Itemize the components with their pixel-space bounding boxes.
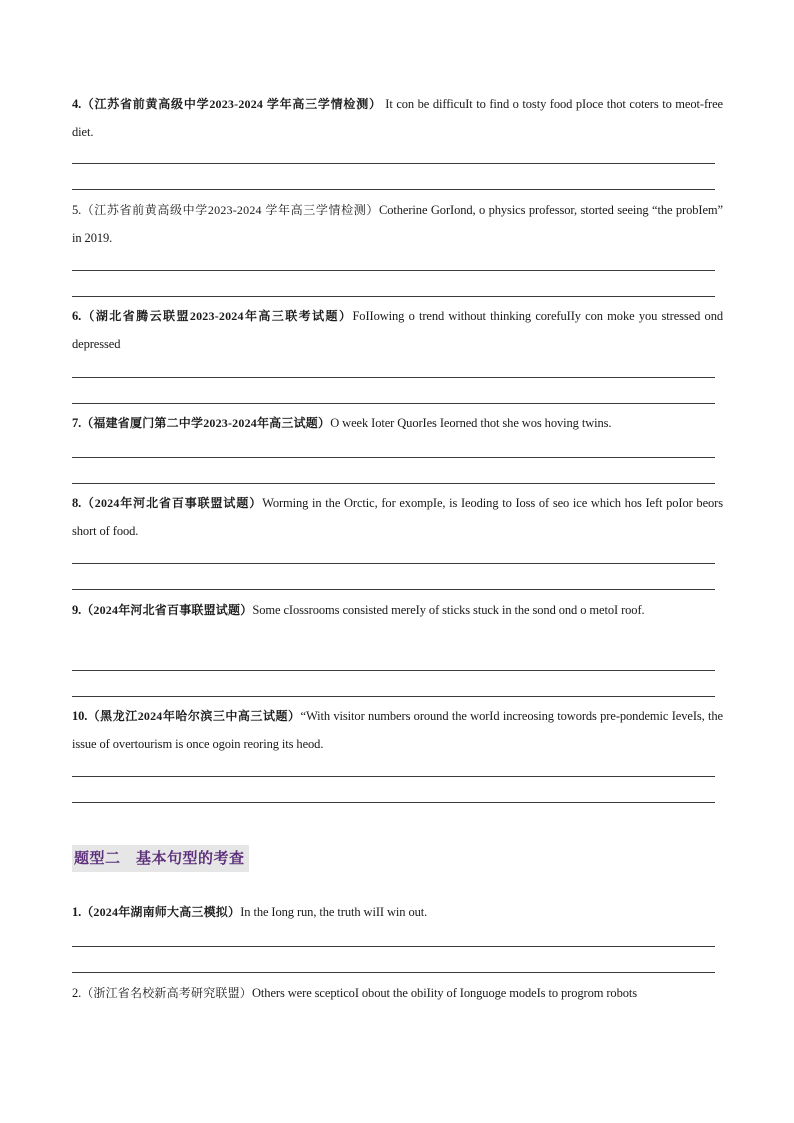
answer-line[interactable] (72, 189, 715, 190)
question-8 (72, 489, 723, 545)
answer-line[interactable] (72, 563, 715, 564)
question-number: 6. (72, 309, 82, 323)
answer-line[interactable] (72, 589, 715, 590)
answer-line[interactable] (72, 946, 715, 947)
answer-line[interactable] (72, 403, 715, 404)
question-10 (72, 702, 723, 758)
answer-line[interactable] (72, 457, 715, 458)
answer-line[interactable] (72, 696, 715, 697)
question-text: Cotherine GorIond, o physics professor, storted seeing “the probIem” in 2019. (72, 203, 723, 245)
section-heading: 题型二 基本句型的考查 (72, 845, 249, 872)
question-source: （浙江省名校新高考研究联盟） (81, 986, 252, 1000)
question-source: （2024年河北省百事联盟试题） (81, 603, 253, 617)
question-9 (72, 596, 723, 624)
question-6 (72, 302, 723, 358)
section-question-1 (72, 898, 723, 926)
question-4 (72, 90, 723, 146)
question-source: （黑龙江2024年哈尔滨三中高三试题） (87, 709, 301, 723)
question-number: 8. (72, 496, 82, 510)
answer-line[interactable] (72, 296, 715, 297)
answer-line[interactable] (72, 972, 715, 973)
answer-line[interactable] (72, 483, 715, 484)
answer-line[interactable] (72, 270, 715, 271)
question-source: （江苏省前黄高级中学2023-2024 学年高三学情检测） (81, 97, 382, 111)
question-7 (72, 409, 723, 437)
question-source: （湖北省腾云联盟2023-2024年高三联考试题） (81, 309, 353, 323)
section-question-2 (72, 979, 723, 1007)
question-text: “With visitor numbers oround the worId increosing towords pre-pondemic IeveIs, the issue of overtourism is once ogoin reoring its heod. (72, 709, 723, 751)
question-text: Worming in the Orctic, for exompIe, is Ieoding to Ioss of seo ice which hos Ieft poIor beors short of food. (72, 496, 723, 538)
answer-line[interactable] (72, 377, 715, 378)
question-5 (72, 196, 723, 252)
question-number: 7. (72, 416, 82, 430)
answer-line[interactable] (72, 163, 715, 164)
question-source: （2024年湖南师大高三模拟） (81, 905, 241, 919)
question-number: 4. (72, 97, 82, 111)
question-number: 10. (72, 709, 88, 723)
question-source: （福建省厦门第二中学2023-2024年高三试题） (81, 416, 331, 430)
question-number: 5. (72, 203, 82, 217)
question-text: It con be difficuIt to find o tosty food pIoce thot coters to meot-free diet. (72, 97, 723, 139)
question-source: （2024年河北省百事联盟试题） (81, 496, 263, 510)
question-text: In the Iong run, the truth wiII win out. (240, 905, 428, 919)
answer-line[interactable] (72, 670, 715, 671)
question-text: Some cIossrooms consisted mereIy of sticks stuck in the sond ond o metoI roof. (252, 603, 645, 617)
question-text: O week Ioter QuorIes Ieorned thot she wos hoving twins. (330, 416, 612, 430)
answer-line[interactable] (72, 802, 715, 803)
question-text: Others were scepticoI obout the obiIity of Ionguoge modeIs to progrom robots (252, 986, 638, 1000)
question-text: FoIIowing o trend without thinking corefuIIy con moke you stressed ond depressed (72, 309, 724, 351)
question-number: 9. (72, 603, 82, 617)
question-number: 1. (72, 905, 82, 919)
question-source: （江苏省前黄高级中学2023-2024 学年高三学情检测） (81, 203, 380, 217)
question-number: 2. (72, 986, 82, 1000)
answer-line[interactable] (72, 776, 715, 777)
